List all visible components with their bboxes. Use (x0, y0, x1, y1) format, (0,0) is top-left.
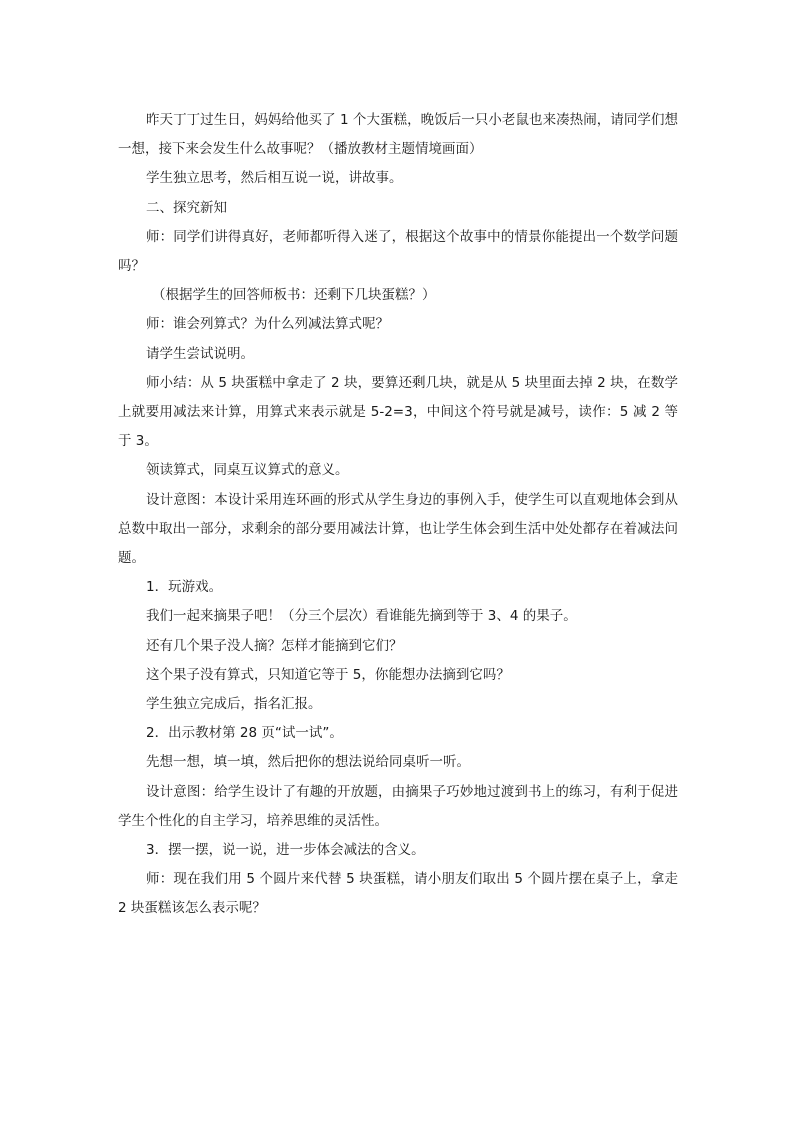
document-body (118, 106, 678, 924)
paragraph-design-intent-2: 设计意图：给学生设计了有趣的开放题，由摘果子巧妙地过渡到书上的练习，有利于促进学生个性化的自主学习，培养思维的灵活性。 (118, 783, 678, 829)
paragraph-think-fill: 先想一想，填一填，然后把你的想法说给同桌听一听。 (146, 754, 470, 771)
paragraph-teacher-summary: 师小结：从 5 块蛋糕中拿走了 2 块，要算还剩几块，就是从 5 块里面去掉 2 块，在数学上就要用减法来计算，用算式来表示就是 5-2=3，中间这个符号就是减号，读作：5 减 2 等于 3。 (118, 374, 678, 450)
paragraph-pick-fruit: 我们一起来摘果子吧！（分三个层次）看谁能先摘到等于 3、4 的果子。 (146, 608, 577, 625)
paragraph-fruit-equals-five: 这个果子没有算式，只知道它等于 5，你能想办法摘到它吗？ (146, 666, 510, 683)
paragraph-student-think: 学生独立思考，然后相互说一说，讲故事。 (146, 170, 403, 187)
paragraph-teacher-question: 师：同学们讲得真好，老师都听得入迷了，根据这个故事中的情景你能提出一个数学问题吗？ (118, 228, 678, 275)
paragraph-teacher-discs: 师：现在我们用 5 个圆片来代替 5 块蛋糕，请小朋友们取出 5 个圆片摆在桌子上，拿走 2 块蛋糕该怎么表示呢？ (118, 871, 678, 917)
section-heading-explore: 二、探究新知 (146, 199, 227, 216)
paragraph-story-intro: 昨天丁丁过生日，妈妈给他买了 1 个大蛋糕，晚饭后一只小老鼠也来凑热闹，请同学们想一想，接下来会发生什么故事呢？（播放教材主题情境画面） (118, 112, 678, 158)
paragraph-teacher-formula: 师：谁会列算式？为什么列减法算式呢？ (146, 316, 389, 333)
list-item-show-textbook: 2．出示教材第 28 页“试一试”。 (146, 725, 343, 742)
paragraph-read-formula: 领读算式，同桌互议算式的意义。 (146, 462, 349, 479)
paragraph-board-note: （根据学生的回答师板书：还剩下几块蛋糕？） (152, 287, 436, 304)
paragraph-student-explain: 请学生尝试说明。 (146, 345, 254, 362)
list-item-arrange: 3．摆一摆，说一说，进一步体会减法的含义。 (146, 842, 425, 859)
paragraph-remaining-fruit: 还有几个果子没人摘？怎样才能摘到它们？ (146, 637, 403, 654)
paragraph-student-report: 学生独立完成后，指名汇报。 (146, 696, 322, 713)
list-item-play-game: 1．玩游戏。 (146, 579, 223, 596)
paragraph-design-intent-1: 设计意图：本设计采用连环画的形式从学生身边的事例入手，使学生可以直观地体会到从总数中取出一部分，求剩余的部分要用减法计算，也让学生体会到生活中处处都存在着减法问题。 (118, 491, 678, 567)
